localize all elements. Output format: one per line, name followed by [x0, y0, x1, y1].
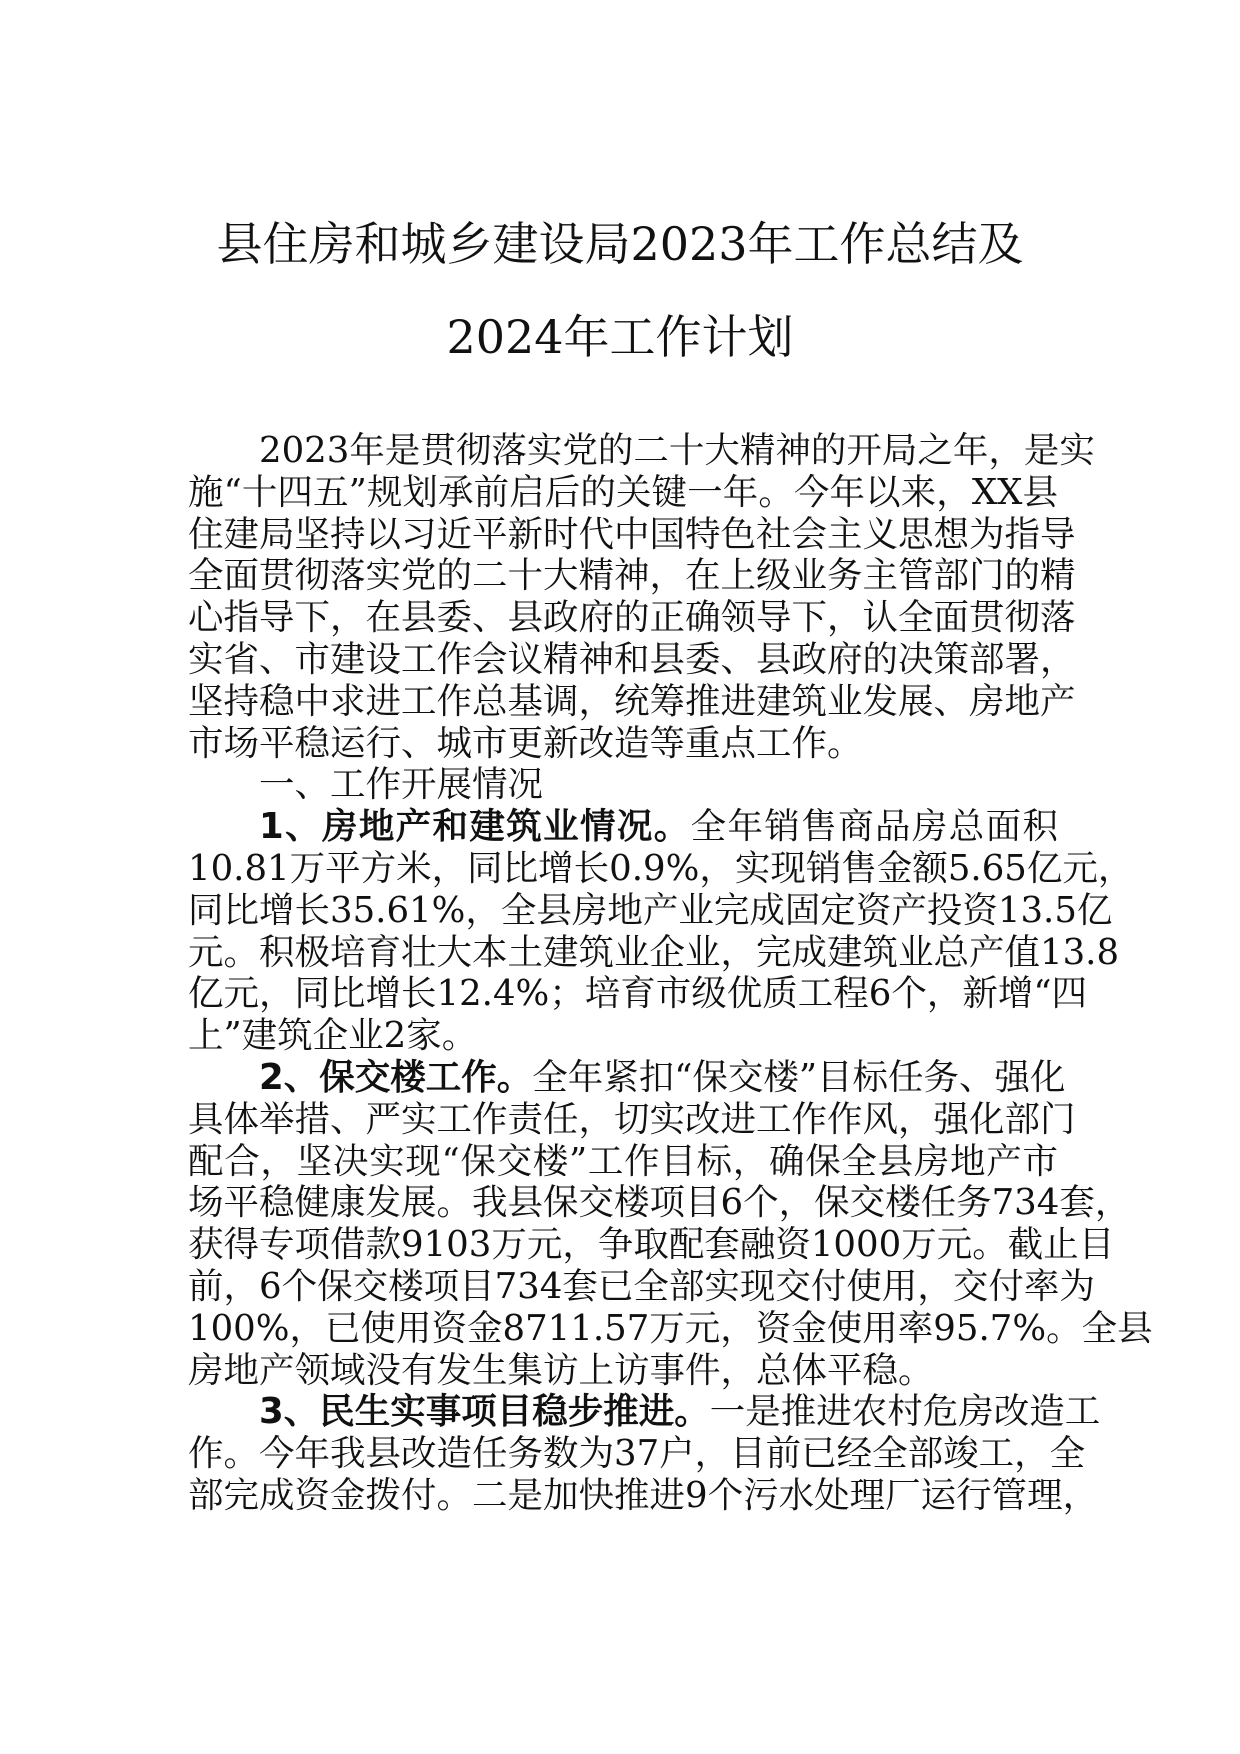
item1-line: 同比增长35.61%，全县房地产业完成固定资产投资13.5亿 — [188, 889, 1113, 931]
item1-line: 亿元，同比增长12.4%；培育市级优质工程6个，新增“四 — [188, 973, 1088, 1015]
item3-line — [188, 1391, 1101, 1433]
item2-line: 房地产领域没有发生集访上访事件，总体平稳。 — [188, 1349, 934, 1391]
item3-line: 作。今年我县改造任务数为37户，目前已经全部竣工，全 — [188, 1433, 1086, 1475]
intro-line: 心指导下，在县委、县政府的正确领导下，认全面贯彻落 — [188, 597, 1076, 639]
intro-line: 实省、市建设工作会议精神和县委、县政府的决策部署， — [188, 638, 1076, 680]
item2-line: 获得专项借款9103万元，争取配套融资1000万元。截止目 — [188, 1224, 1115, 1266]
item2-line: 具体举措、严实工作责任，切实改进工作作风，强化部门 — [188, 1098, 1076, 1140]
item2-line — [188, 1056, 1066, 1099]
intro-line: 2023年是贯彻落实党的二十大精神的开局之年，是实 — [259, 430, 1095, 471]
item2-line: 前，6个保交楼项目734套已全部实现交付使用，交付率为 — [188, 1265, 1095, 1307]
intro-line: 市场平稳运行、城市更新改造等重点工作。 — [188, 722, 863, 764]
item1-text: 全年销售商品房总面积 — [690, 806, 1058, 848]
item2-heading: 2、保交楼工作。 — [259, 1056, 533, 1098]
item3-heading: 3、民生实事项目稳步推进。 — [259, 1391, 710, 1433]
item1-line: 10.81万平方米，同比增长0.9%，实现销售金额5.65亿元， — [188, 847, 1134, 889]
item3-text: 一是推进农村危房改造工 — [709, 1391, 1101, 1433]
page-title-line-2: 2024年工作计划 — [446, 310, 794, 364]
intro-line: 住建局坚持以习近平新时代中国特色社会主义思想为指导 — [188, 513, 1076, 555]
item1-line: 上”建筑企业2家。 — [188, 1015, 478, 1057]
item1-heading: 1、房地产和建筑业情况。 — [259, 806, 691, 848]
page-title-line-1: 县住房和城乡建设局2023年工作总结及 — [216, 217, 1024, 271]
item2-line: 场平稳健康发展。我县保交楼项目6个，保交楼任务734套， — [188, 1182, 1131, 1224]
document-body — [188, 430, 1153, 1517]
item1-line — [188, 806, 1058, 848]
intro-line: 全面贯彻落实党的二十大精神，在上级业务主管部门的精 — [188, 555, 1076, 597]
intro-line: 坚持稳中求进工作总基调，统筹推进建筑业发展、房地产 — [188, 680, 1076, 722]
item3-line: 部完成资金拨付。二是加快推进9个污水处理厂运行管理， — [188, 1474, 1099, 1516]
item1-line: 元。积极培育壮大本土建筑业企业，完成建筑业总产值13.8 — [188, 931, 1120, 973]
item2-text: 全年紧扣“保交楼”目标任务、强化 — [532, 1056, 1066, 1098]
section-heading: 一、工作开展情况 — [259, 764, 544, 806]
item2-line: 配合，坚决实现“保交楼”工作目标，确保全县房地产市 — [188, 1140, 1058, 1182]
item2-line: 100%，已使用资金8711.57万元，资金使用率95.7%。全县 — [188, 1307, 1153, 1349]
intro-line: 施“十四五”规划承前启后的关键一年。今年以来，XX县 — [188, 471, 1058, 513]
